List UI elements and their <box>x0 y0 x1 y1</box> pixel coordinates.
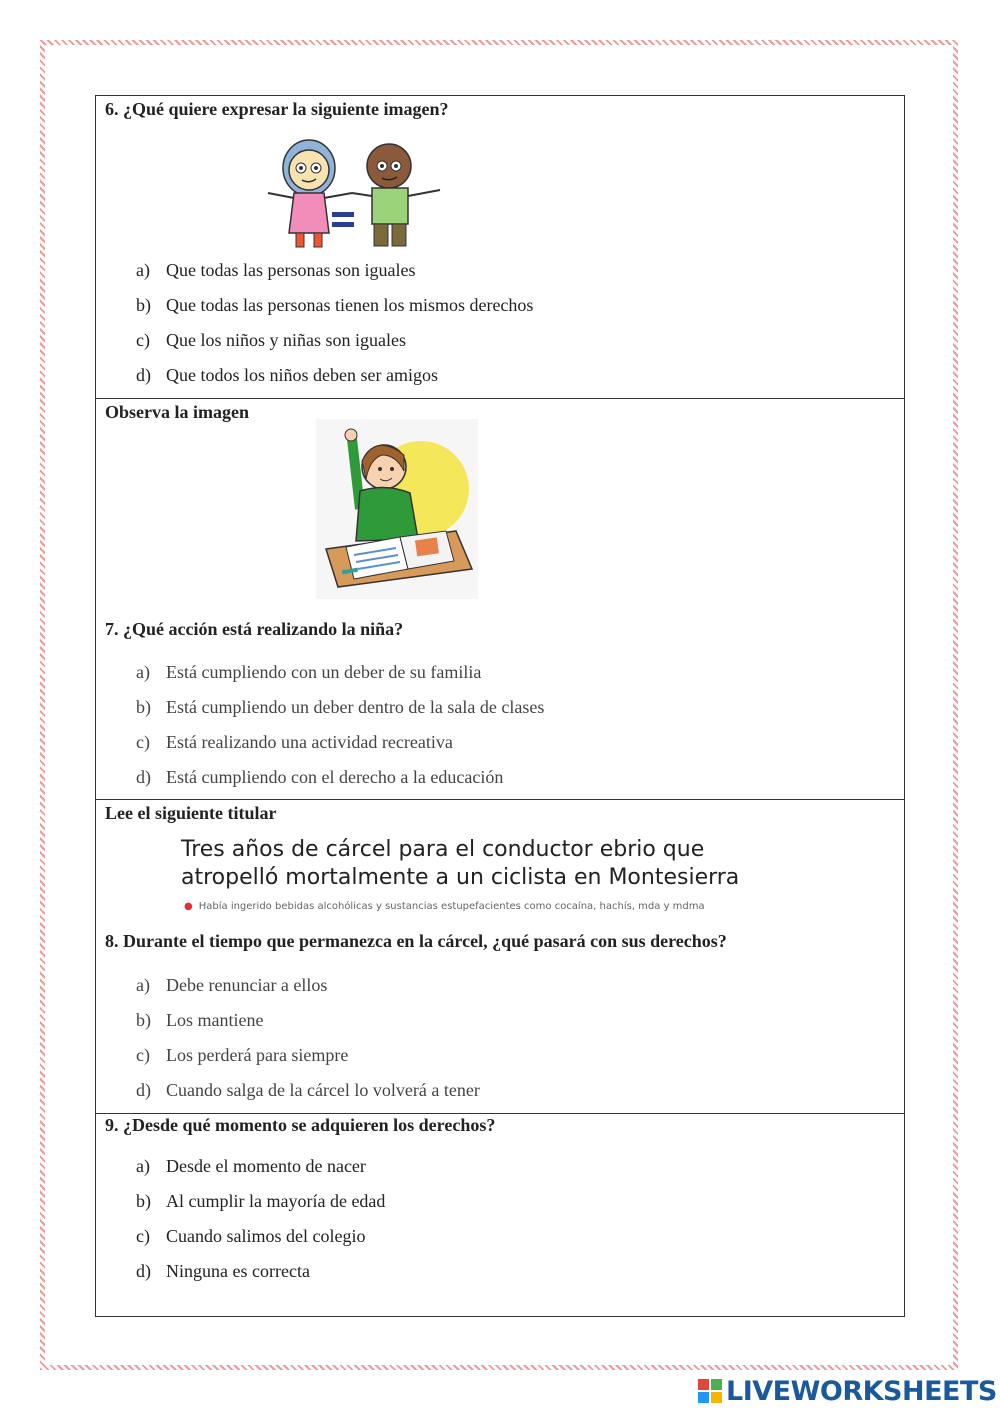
option-b[interactable]: b) Está cumpliendo un deber dentro de la sala de clases <box>136 697 545 717</box>
news-headline <box>181 836 739 892</box>
worksheet <box>95 95 905 1317</box>
question-7 <box>96 399 904 800</box>
equality-children-image <box>264 138 446 250</box>
question-6-options <box>136 260 533 400</box>
girl-at-desk-image <box>316 419 478 599</box>
option-b[interactable]: b) Que todas las personas tienen los mismos derechos <box>136 295 534 315</box>
question-7-title: 7. ¿Qué acción está realizando la niña? <box>105 619 404 639</box>
option-c[interactable]: c) Los perderá para siempre <box>136 1045 349 1065</box>
news-subheadline: ● Había ingerido bebidas alcohólicas y sustancias estupefacientes como cocaína, hachís, mda y mdma <box>184 901 705 912</box>
option-b[interactable]: b) Al cumplir la mayoría de edad <box>136 1191 386 1211</box>
liveworksheets-logo[interactable] <box>698 1376 997 1406</box>
option-a[interactable]: a) Debe renunciar a ellos <box>136 975 328 995</box>
option-c[interactable]: c) Cuando salimos del colegio <box>136 1226 366 1246</box>
question-7-intro: Observa la imagen <box>105 402 249 422</box>
option-d[interactable]: d) Está cumpliendo con el derecho a la educación <box>136 767 504 787</box>
question-8-options <box>136 975 480 1115</box>
question-8-title: 8. Durante el tiempo que permanezca en la cárcel, ¿qué pasará con sus derechos? <box>105 931 727 951</box>
option-b[interactable]: b) Los mantiene <box>136 1010 264 1030</box>
liveworksheets-logo-text: LIVEWORKSHEETS <box>726 1375 997 1407</box>
question-6 <box>96 96 904 399</box>
question-8 <box>96 800 904 1114</box>
option-d[interactable]: d) Que todos los niños deben ser amigos <box>136 365 438 385</box>
option-c[interactable]: c) Está realizando una actividad recreativa <box>136 732 453 752</box>
option-c[interactable]: c) Que los niños y niñas son iguales <box>136 330 406 350</box>
option-d[interactable]: d) Ninguna es correcta <box>136 1261 310 1281</box>
question-8-intro: Lee el siguiente titular <box>105 803 277 823</box>
question-9 <box>96 1114 904 1316</box>
question-6-title: 6. ¿Qué quiere expresar la siguiente imagen? <box>105 99 449 119</box>
option-a[interactable]: a) Que todas las personas son iguales <box>136 260 416 280</box>
liveworksheets-logo-icon <box>698 1379 722 1403</box>
question-9-title: 9. ¿Desde qué momento se adquieren los derechos? <box>105 1115 496 1135</box>
option-a[interactable]: a) Desde el momento de nacer <box>136 1156 366 1176</box>
news-headline-line-2: atropelló mortalmente a un ciclista en Montesierra <box>181 865 740 890</box>
option-a[interactable]: a) Está cumpliendo con un deber de su familia <box>136 662 482 682</box>
question-7-options <box>136 662 544 802</box>
news-headline-line-1: Tres años de cárcel para el conductor ebrio que <box>181 837 705 862</box>
question-9-options <box>136 1156 385 1296</box>
option-d[interactable]: d) Cuando salga de la cárcel lo volverá a tener <box>136 1080 480 1100</box>
bullet-dot-icon: ● <box>184 901 193 912</box>
